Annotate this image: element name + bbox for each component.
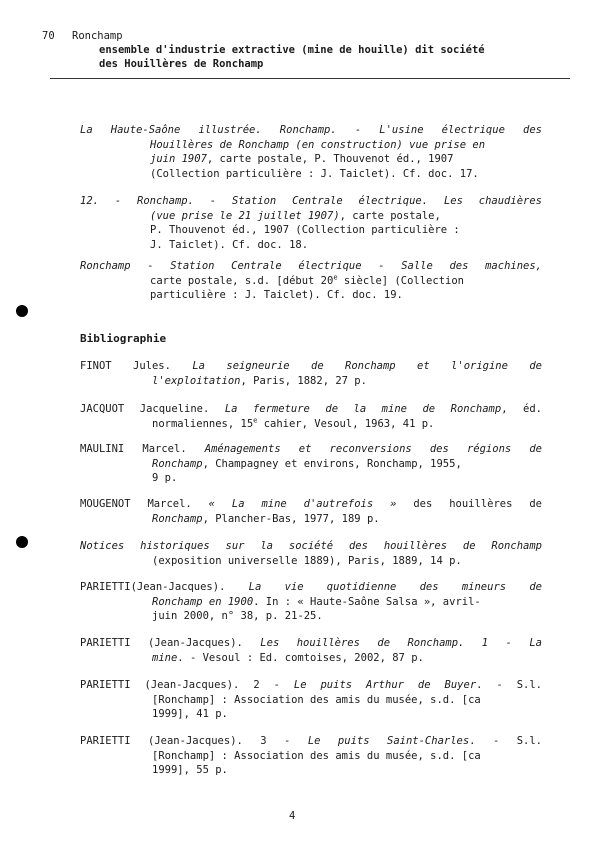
entry-line: P. Thouvenot éd., 1907 (Collection particulière : [150, 224, 460, 236]
header-title [99, 43, 579, 71]
entry-line: [Ronchamp] : Association des amis du musée, s.d. [ca [152, 693, 481, 706]
bibliography-entry [80, 734, 542, 778]
entry-line: juin 1907, carte postale, P. Thouvenot éd., 1907 [150, 153, 454, 165]
entry-line: JACQUOT Jacqueline. La fermeture de la mine de Ronchamp, éd. [80, 403, 542, 415]
entry-line: FINOT Jules. La seigneurie de Ronchamp et l'origine de [80, 360, 542, 372]
entry-line: Ronchamp, Plancher-Bas, 1977, 189 p. [152, 512, 380, 525]
bibliography-entry [80, 359, 542, 388]
bibliography-entry [80, 580, 542, 624]
entry-line: (exposition universelle 1889), Paris, 1889, 14 p. [152, 554, 462, 567]
entry-line: Notices historiques sur la société des houillères de Ronchamp [80, 540, 542, 552]
entry-line: Ronchamp - Station Centrale électrique - Salle des machines, [80, 260, 542, 272]
header-rule [50, 78, 570, 79]
entry-line: MOUGENOT Marcel. « La mine d'autrefois » des houillères de [80, 498, 542, 510]
entry-line: juin 2000, n° 38, p. 21-25. [152, 610, 323, 622]
bibliography-entry [80, 442, 542, 486]
header-place: Ronchamp [72, 30, 123, 42]
entry-line: PARIETTI(Jean-Jacques). La vie quotidienne des mineurs de [80, 581, 542, 593]
entry-line: Ronchamp, Champagney et environs, Ronchamp, 1955, [152, 457, 462, 470]
entry-line: 9 p. [152, 472, 178, 484]
entry-line: PARIETTI (Jean-Jacques). 3 - Le puits Saint-Charles. - S.l. [80, 735, 542, 747]
entry-line: mine. - Vesoul : Ed. comtoises, 2002, 87 p. [152, 651, 424, 664]
entry-line: l'exploitation, Paris, 1882, 27 p. [152, 374, 367, 387]
bibliography-entry [80, 497, 542, 526]
illustration-entry-3 [80, 259, 542, 303]
entry-line: 12. - Ronchamp. - Station Centrale électrique. Les chaudières [80, 195, 542, 207]
entry-line: Ronchamp en 1900. In : « Haute-Saône Salsa », avril- [152, 595, 481, 608]
entry-line: La Haute-Saône illustrée. Ronchamp. - L'usine électrique des [80, 124, 542, 136]
footer-page-number: 4 [289, 810, 296, 822]
header-title-line-1: ensemble d'industrie extractive (mine de houille) dit société [99, 44, 485, 56]
bibliography-entry [80, 539, 542, 568]
entry-line: carte postale, s.d. [début 20e siècle] (Collection [150, 273, 464, 287]
entry-line: particulière : J. Taiclet). Cf. doc. 19. [150, 289, 403, 301]
entry-line: J. Taiclet). Cf. doc. 18. [150, 238, 309, 251]
entry-line: 1999], 55 p. [152, 764, 228, 776]
entry-line: PARIETTI (Jean-Jacques). 2 - Le puits Arthur de Buyer. - S.l. [80, 679, 543, 691]
entry-line: normaliennes, 15e cahier, Vesoul, 1963, 41 p. [152, 416, 435, 430]
section-title: Bibliographie [80, 332, 167, 345]
entry-line: PARIETTI (Jean-Jacques). Les houillères de Ronchamp. 1 - La [80, 637, 542, 649]
bibliography-entry [80, 402, 542, 431]
entry-line: Houillères de Ronchamp (en construction) vue prise en [150, 138, 486, 151]
entry-line: 1999], 41 p. [152, 708, 228, 720]
bibliography-entry [80, 636, 542, 665]
entry-line: MAULINI Marcel. Aménagements et reconversions des régions de [80, 443, 542, 455]
header-title-line-2: des Houillères de Ronchamp [99, 58, 264, 70]
page-header [42, 30, 572, 70]
illustration-entry-2 [80, 194, 542, 252]
header-page-number: 70 [42, 30, 55, 42]
bibliography-entry [80, 678, 542, 722]
binder-hole [16, 305, 28, 317]
entry-line: (vue prise le 21 juillet 1907), carte postale, [150, 209, 441, 222]
entry-line: [Ronchamp] : Association des amis du musée, s.d. [ca [152, 749, 481, 762]
entry-line: (Collection particulière : J. Taiclet). Cf. doc. 17. [150, 167, 479, 180]
binder-hole [16, 536, 28, 548]
illustration-entry-1 [80, 123, 542, 181]
